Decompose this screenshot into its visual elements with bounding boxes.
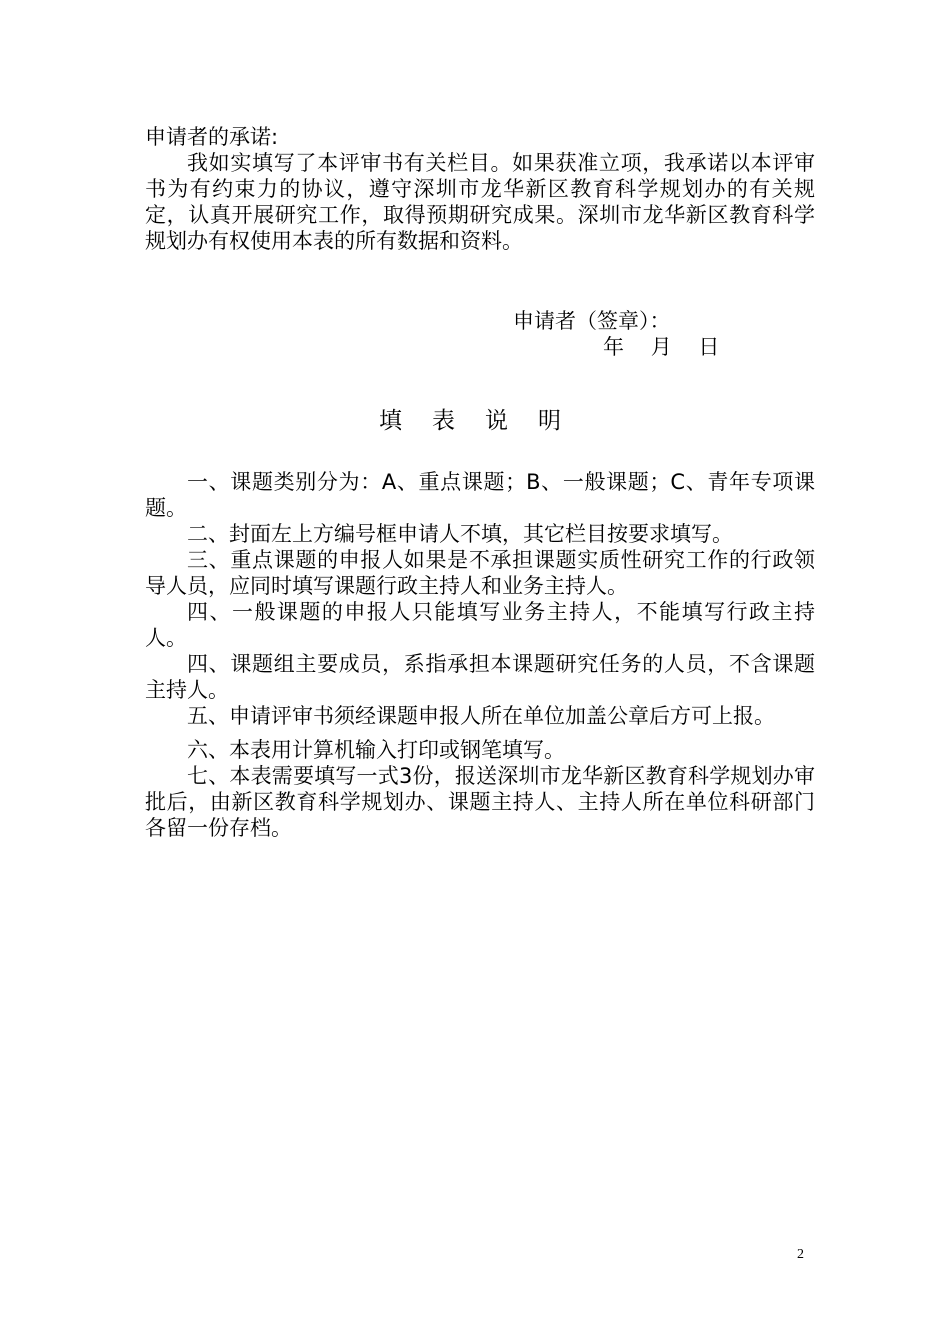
instruction-item: 六、本表用计算机输入打印或钢笔填写。 — [187, 738, 565, 762]
instruction-item: 二、封面左上方编号框申请人不填，其它栏目按要求填写。 — [187, 522, 733, 546]
instructions-title: 填表说明 — [379, 408, 591, 434]
instruction-item: 四、一般课题的申报人只能填写业务主持人，不能填写行政主持人。 — [145, 600, 815, 650]
signature-label: 申请者（签章）： — [513, 309, 671, 333]
pledge-body: 我如实填写了本评审书有关栏目。如果获准立项，我承诺以本评审书为有约束力的协议，遵守深圳市龙华新区教育科学规划办的有关规定，认真开展研究工作，取得预期研究成果。深圳市龙华新区教育科学规划办有权使用本表的所有数据和资料。 — [145, 151, 815, 253]
instruction-item: 四、课题组主要成员，系指承担本课题研究任务的人员，不含课题主持人。 — [145, 652, 815, 702]
instruction-item: 一、课题类别分为：A、重点课题；B、一般课题；C、青年专项课题。 — [145, 470, 815, 520]
signature-date-line: 年 月 日 — [603, 335, 720, 359]
instruction-item: 五、申请评审书须经课题申报人所在单位加盖公章后方可上报。 — [187, 704, 775, 728]
instructions-list — [145, 469, 815, 841]
instruction-item: 七、本表需要填写一式3份，报送深圳市龙华新区教育科学规划办审批后，由新区教育科学规划办、课题主持人、主持人所在单位科研部门各留一份存档。 — [145, 764, 815, 840]
page-number: 2 — [797, 1247, 804, 1262]
pledge-heading: 申请者的承诺: — [145, 125, 279, 149]
instruction-item: 三、重点课题的申报人如果是不承担课题实质性研究工作的行政领导人员，应同时填写课题行政主持人和业务主持人。 — [145, 548, 815, 598]
